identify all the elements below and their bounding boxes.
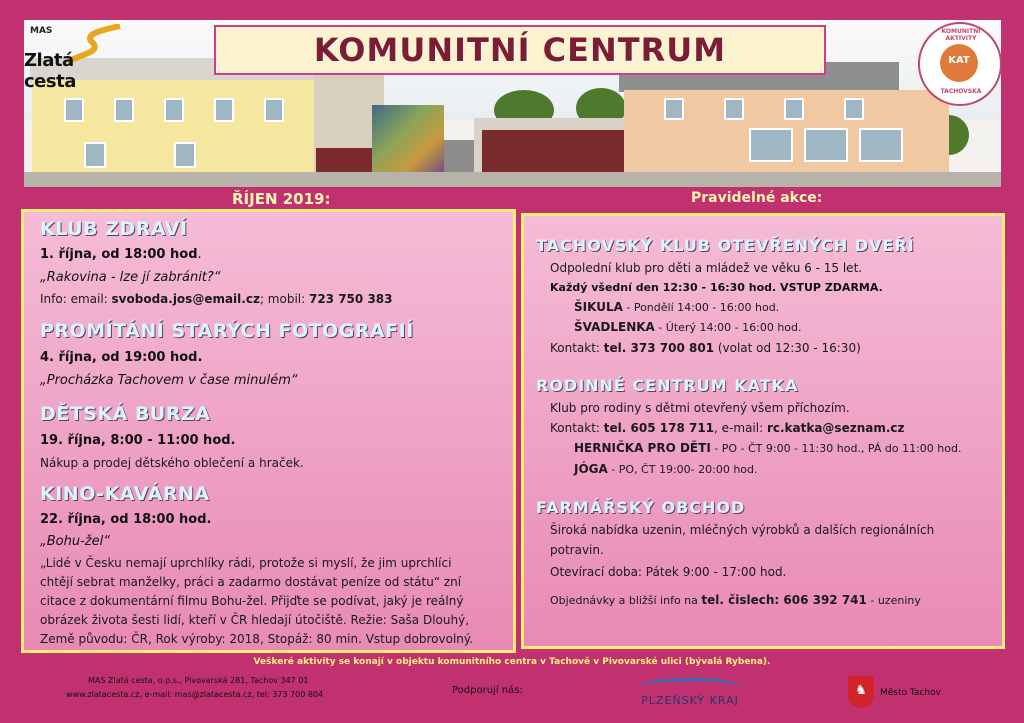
club-activity: ŠIKULA - Pondělí 14:00 - 16:00 hod. [574,300,780,314]
road [24,172,1001,187]
event-title: KLUB ZDRAVÍ [40,218,188,240]
window [114,98,134,122]
lion-icon: ♞ [855,683,867,698]
katka-title: RODINNÉ CENTRUM KATKA [536,376,799,395]
window [214,98,234,122]
event-date: 19. října, 8:00 - 11:00 hod. [40,433,236,448]
desc-line: citace z dokumentární filmu Bohu-žel. Přijďte se podívat, jaký je reálný [40,594,464,608]
window [664,98,684,120]
title-box [214,25,826,75]
swoosh-icon [640,678,740,695]
footer-notice: Veškeré aktivity se konají v objektu komunitního centra v Tachově v Pivovarské ulici (bývalá Rybena). [253,657,771,667]
footer-contact: www.zlatacesta.cz, e-mail: mas@zlatacesta.cz, tel: 373 700 804 [66,690,324,699]
page-title: KOMUNITNÍ CENTRUM [313,31,727,69]
plzen-logo [634,676,746,710]
events-panel [21,209,516,653]
club-contact: Kontakt: tel. 373 700 801 (volat od 12:30 - 16:30) [550,341,861,355]
club-activity: ŠVADLENKA - Úterý 14:00 - 16:00 hod. [574,320,802,334]
mesto-label: Město Tachov [880,688,941,698]
mural [372,105,444,175]
event-date: 1. října, od 18:00 hod. [40,247,202,262]
window [784,98,804,120]
farm-hours: Otevírací doba: Pátek 9:00 - 17:00 hod. [550,565,787,579]
window [749,128,793,162]
event-title: DĚTSKÁ BURZA [40,403,211,425]
club-line: Odpolední klub pro děti a mládež ve věku 6 - 15 let. [550,261,863,275]
wall [444,140,474,174]
kat-arc-bottom: TACHOVSKA [940,88,982,95]
farm-title: FARMÁŘSKÝ OBCHOD [536,498,746,517]
event-desc: Nákup a prodej dětského oblečení a hraček. [40,456,304,470]
mas-name: Zlatá cesta [24,50,76,92]
desc-line: Země původu: ČR, Rok výroby: 2018, Stopáž: 80 min. Vstup dobrovolný. [40,632,474,646]
month-heading: ŘÍJEN 2019: [232,190,331,208]
event-info: Info: email: svoboda.jos@email.cz; mobil: 723 750 383 [40,292,393,306]
window [84,142,106,168]
farm-line: potravin. [550,543,604,557]
event-subtitle: „Rakovina - lze jí zabránit?“ [40,270,221,285]
katka-contact: Kontakt: tel. 605 178 711, e-mail: rc.katka@seznam.cz [550,421,905,435]
window [264,98,284,122]
desc-line: obrázek života šesti lidí, kteří v ČR hledají útočiště. Režie: Saša Dlouhý, [40,613,470,627]
club-title: TACHOVSKÝ KLUB OTEVŘENÝCH DVEŘÍ [536,236,915,255]
farm-order: Objednávky a bližší info na tel. čislech: 606 392 741 - uzeniny [550,593,921,607]
mas-label: MAS [30,26,53,36]
farm-line: Široká nabídka uzenin, mléčných výrobků a dalších regionálních [550,523,935,537]
regular-panel [521,213,1005,649]
window [804,128,848,162]
kat-logo [918,22,1002,106]
kat-arc-top: KOMUNITNÍ AKTIVITY [941,28,981,42]
window [174,142,196,168]
tachov-crest-icon [848,676,874,708]
support-label: Podporují nás: [452,685,523,696]
event-subtitle: „Procházka Tachovem v čase minulém“ [40,373,298,388]
window [64,98,84,122]
plzen-label: PLZEŇSKÝ KRAJ [641,694,739,707]
event-desc [40,554,510,649]
event-title: KINO-KAVÁRNA [40,483,210,505]
club-line: Každý všední den 12:30 - 16:30 hod. VSTUP ZDARMA. [550,281,883,294]
desc-line: „Lidé v Česku nemají uprchlíky rádi, protože si myslí, že jim uprchlíci [40,556,452,570]
window [724,98,744,120]
footer-address: MAS Zlatá cesta, o.p.s., Pivovarská 281, Tachov 347 01 [88,676,309,685]
kat-label: KAT [948,55,970,66]
mas-logo [2,20,122,92]
window [164,98,184,122]
event-date: 4. října, od 19:00 hod. [40,350,203,365]
window [859,128,903,162]
katka-line: Klub pro rodiny s dětmi otevřený všem příchozím. [550,401,850,415]
event-date: 22. října, od 18:00 hod. [40,512,212,527]
regular-heading: Pravidelné akce: [691,190,823,206]
window [844,98,864,120]
katka-activity: JÓGA - PO, ČT 19:00- 20:00 hod. [574,462,758,476]
event-title: PROMÍTÁNÍ STARÝCH FOTOGRAFIÍ [40,320,414,342]
event-subtitle: „Bohu-žel“ [40,534,110,549]
katka-activity: HERNIČKA PRO DĚTI - PO - ČT 9:00 - 11:30 hod., PÁ do 11:00 hod. [574,441,962,455]
desc-line: chtějí sebrat manželky, práci a zadarmo dostávat peníze od státu“ zní [40,575,462,589]
